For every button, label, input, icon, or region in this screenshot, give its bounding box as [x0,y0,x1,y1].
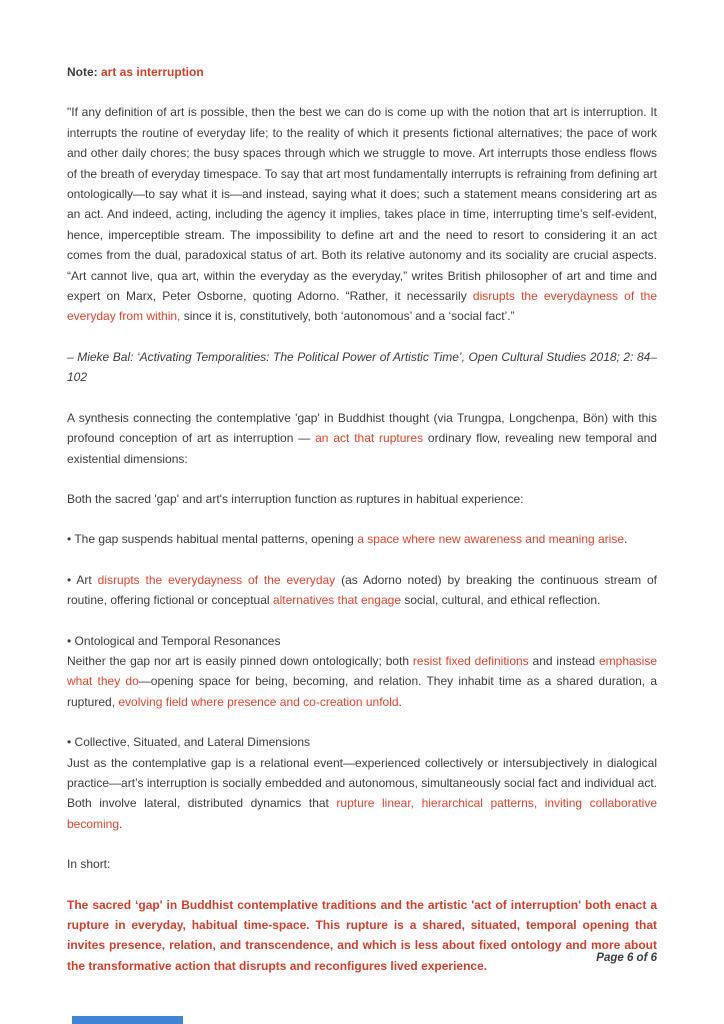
text-segment: "If any definition of art is possible, then the best we can do is come up with the notion that art is interruption. It interrupts the routine of everyday life; to the reality of which it presents fictional alternatives; the pace of work and other daily chores; the busy spaces through which we struggle to move. Art interrupts those endless flows of the breath of everyday timespace. To say that art most fundamentally interrupts is refraining from defining art ontologically—to say what it is—and instead, saying what it does; such a statement means considering art as an act. And indeed, acting, including the agency it implies, takes place in time, interrupting time’s self-evident, hence, imperceptible stream. The impossibility to define art and the need to resort to considering it an act comes from the dual, paradoxical status of art. Both its relative autonomy and its sociality are crucial aspects. “Art cannot live, qua art, within the everyday as the everyday,” writes British philosopher of art and time and expert on Marx, Peter Osborne, quoting Adorno. “Rather, it necessarily [67,105,657,304]
highlighted-text: alternatives that engage [272,593,401,608]
text-segment: In short: [67,857,111,872]
highlighted-text: evolving field where presence and co-creation unfold [118,694,399,709]
text-segment: A synthesis connecting the contemplative 'gap' in Buddhist thought (via Trungpa, Longchenpa, Bön) with this profound conception of art as interruption — [67,410,657,446]
bottom-blue-bar [72,1016,183,1024]
highlighted-text: emphasise what they do [67,653,657,689]
text-segment: Both the sacred 'gap' and art's interruption function as ruptures in habitual experience: [67,491,524,506]
text-segment: . [398,694,402,709]
text-segment: . [624,532,628,547]
text-segment: —opening space for being, becoming, and relation. They inhabit time as a shared duration, a ruptured, [67,674,657,709]
document-content [67,62,657,976]
text-segment: ordinary flow, revealing new temporal and existential dimensions: [67,431,657,466]
thesis-line [67,489,657,509]
text-segment: . [119,816,123,831]
bullet-gap [67,529,657,549]
bullet-collective [67,732,657,834]
text-segment: (as Adorno noted) by breaking the continuous stream of routine, offering fictional or conceptual [67,572,657,608]
page-number: Page 6 of 6 [596,952,657,964]
citation [67,347,657,388]
synthesis-paragraph [67,408,657,469]
text-segment: Note: [67,65,101,79]
text-segment: social, cultural, and ethical reflection. [401,593,601,608]
note-heading [67,62,657,82]
highlighted-text: disrupts the everydayness of the everyday [97,572,336,587]
highlighted-text: an act that ruptures [315,431,424,446]
quote-paragraph [67,102,657,326]
text-segment: Neither the gap nor art is easily pinned down ontologically; both [67,653,413,668]
in-short-line [67,854,657,874]
highlighted-text: a space where new awareness and meaning arise [357,532,625,547]
text-segment: • Ontological and Temporal Resonances [67,633,281,648]
text-segment: and instead [528,653,599,668]
bullet-ontological [67,631,657,713]
conclusion-paragraph [67,895,657,977]
highlighted-text: resist fixed definitions [412,653,529,668]
highlighted-text: art as interruption [101,65,204,79]
highlighted-text: rupture linear, hierarchical patterns, inviting collaborative becoming [67,796,657,831]
bullet-art [67,570,657,611]
text-segment: since it is, constitutively, both ‘autonomous’ and a ‘social fact’.” [180,309,515,324]
text-segment: • Art [67,572,98,587]
text-segment: • Collective, Situated, and Lateral Dimensions [67,735,310,750]
highlighted-text: The sacred ‘gap' in Buddhist contemplative traditions and the artistic 'act of interruption' both enact a rupture in everyday, habitual time-space. This rupture is a shared, situated, temporal opening that invites presence, relation, and transcendence, and which is less about fixed ontology and more about the transformative action that disrupts and reconfigures lived experience. [67,897,657,973]
text-segment: Just as the contemplative gap is a relational event—experienced collectively or intersubjectively in dialogical practice—art’s interruption is socially embedded and autonomous, simultaneously social fact and individual act. Both involve lateral, distributed dynamics that [67,755,657,811]
highlighted-text: disrupts the everydayness of the everyday from within, [67,289,657,324]
text-segment: • The gap suspends habitual mental patterns, opening [67,532,358,547]
text-segment: – Mieke Bal: ‘Activating Temporalities: The Political Power of Artistic Time’, Open Cultural Studies 2018; 2: 84–102 [67,349,657,385]
